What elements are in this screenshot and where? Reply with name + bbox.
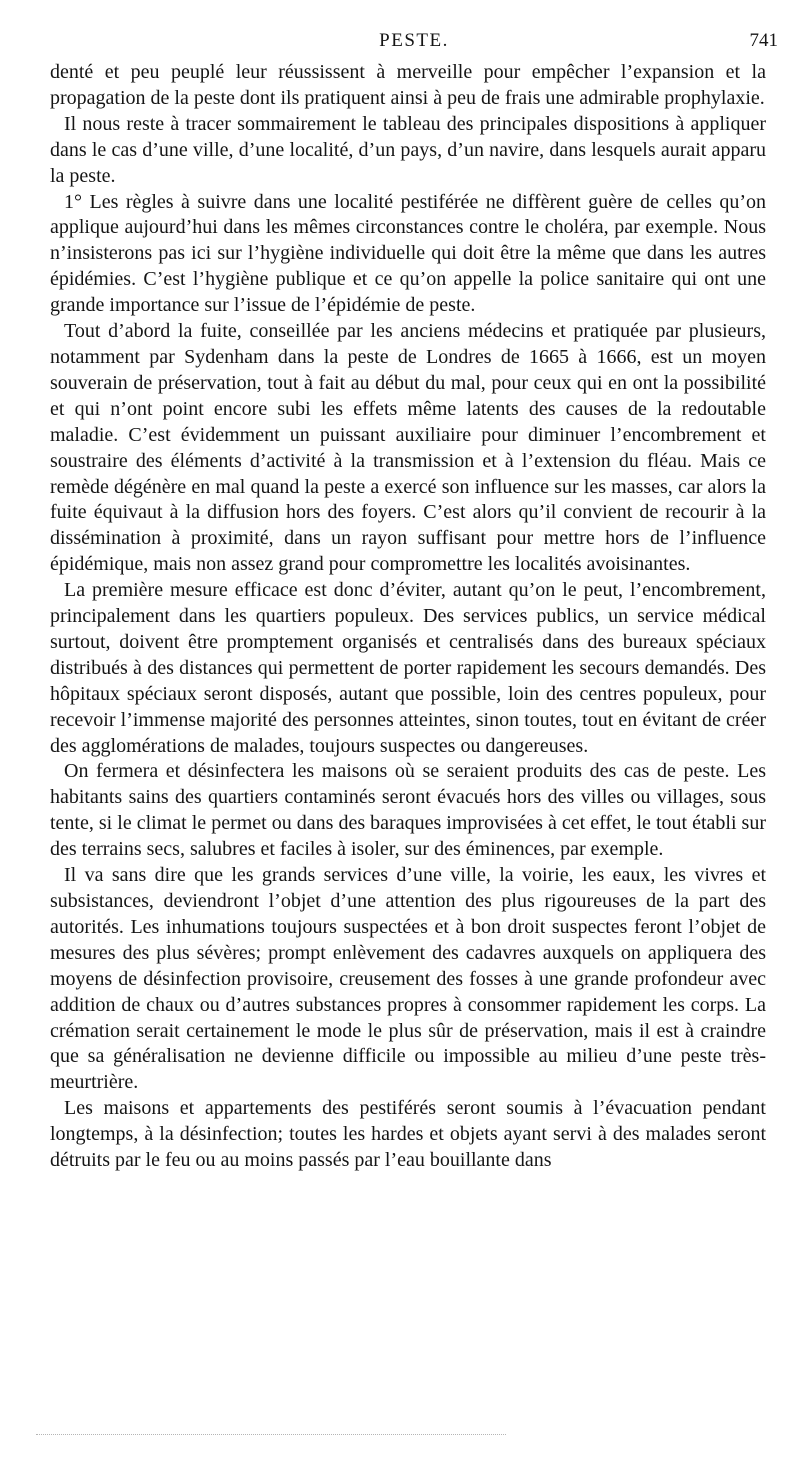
paragraph-services-inhumations: Il va sans dire que les grands services d’une ville, la voirie, les eaux, les vivres et subsistances, deviendront l’objet d’une attention des plus rigoureuses de la part des autorités. Les inhumations toujours suspectées et à bon droit suspectes feront l’objet de mesures des plus sévères; prompt enlèvement des cadavres auxquels on appliquera des moyens de désinfection provisoire, creusement des fosses à une grande profondeur avec addition de chaux ou d’autres substances propres à consommer rapidement les corps. La crémation serait certainement le mode le plus sûr de préservation, mais il est à craindre que sa généralisation ne devienne difficile ou impossible au milieu d’une peste très-meurtrière. xyxy=(50,864,766,1094)
page-number: 741 xyxy=(749,30,778,51)
body-text xyxy=(50,60,766,1174)
paragraph-regles-localite: 1° Les règles à suivre dans une localité pestiférée ne diffèrent guère de celles qu’on applique aujourd’hui dans les mêmes circonstances contre le choléra, par exemple. Nous n’insisterons pas ici sur l’hygiène individuelle qui doit être la même que dans les autres épidémies. C’est l’hygiène publique et ce qu’on appelle la police sanitaire qui ont une grande importance sur l’issue de l’épidémie de peste. xyxy=(50,190,766,317)
footer-rule xyxy=(36,1434,506,1435)
paragraph-dispositions-intro: Il nous reste à tracer sommairement le tableau des principales dispositions à appliquer dans le cas d’une ville, d’une localité, d’un pays, d’un navire, dans lesquels aurait apparu la peste. xyxy=(50,112,766,187)
paragraph-desinfection-maisons: On fermera et désinfectera les maisons où se seraient produits des cas de peste. Les habitants sains des quartiers contaminés seront évacués hors des villes ou villages, sous tente, si le climat le permet ou dans des baraques improvisées à cet effet, le tout établi sur des terrains secs, salubres et faciles à isoler, sur des éminences, par exemple. xyxy=(50,760,766,861)
paragraph-continuation: denté et peu peuplé leur réussissent à merveille pour empêcher l’expansion et la propagation de la peste dont ils pratiquent ainsi à peu de frais une admirable prophylaxie. xyxy=(50,61,766,109)
running-title: PESTE. xyxy=(379,30,449,51)
paragraph-encombrement: La première mesure efficace est donc d’éviter, autant qu’on le peut, l’encombrement, principalement dans les quartiers populeux. Des services publics, un service médical surtout, doivent être promptement organisés et centralisés dans des bureaux spéciaux distribués à des distances qui permettent de porter rapidement les secours demandés. Des hôpitaux spéciaux seront disposés, autant que possible, loin des centres populeux, pour recevoir l’immense majorité des personnes atteintes, sinon toutes, tout en évitant de créer des agglomérations de malades, toujours suspectes ou dangereuses. xyxy=(50,579,766,757)
paragraph-fuite: Tout d’abord la fuite, conseillée par les anciens médecins et pratiquée par plusieurs, notamment par Sydenham dans la peste de Londres de 1665 à 1666, est un moyen souverain de préservation, tout à fait au début du mal, pour ceux qui en ont la possibilité et qui n’ont point encore subi les effets même latents des causes de la redoutable maladie. C’est évidemment un puissant auxiliaire pour diminuer l’encombrement et soustraire des éléments d’activité à la transmission et à l’extension du fléau. Mais ce remède dégénère en mal quand la peste a exercé son influence sur les masses, car alors la fuite équivaut à la diffusion hors des foyers. C’est alors qu’il convient de recourir à la dissémination à proximité, dans un rayon suffisant pour mettre hors de l’influence épidémique, mais non assez grand pour compromettre les localités avoisinantes. xyxy=(50,320,766,576)
running-header xyxy=(50,30,778,56)
paragraph-appartements: Les maisons et appartements des pestiférés seront soumis à l’évacuation pendant longtemps, à la désinfection; toutes les hardes et objets ayant servi à des malades seront détruits par le feu ou au moins passés par l’eau bouillante dans xyxy=(50,1097,766,1172)
